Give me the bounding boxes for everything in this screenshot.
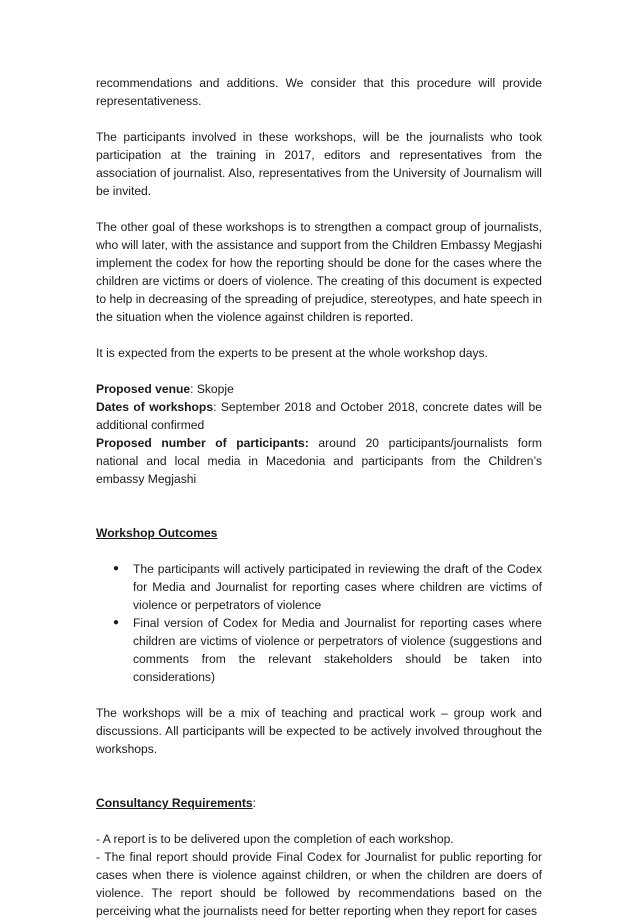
consultancy-requirements-heading: Consultancy Requirements: [96, 796, 253, 810]
workshop-dates: [96, 398, 542, 434]
requirement-item-final-report: - The final report should provide Final Codex for Journalist for public reporting for cases when there is violence against children, or when the children are doers of violence. The report should be followed by recommendations based on the perceiving what the journalists need for better reporting when they report for cases: [96, 850, 542, 918]
bullet-icon: ●: [113, 617, 120, 628]
heading-colon: :: [252, 796, 256, 810]
consultancy-requirements-title: [96, 794, 542, 812]
bullet-icon: ●: [113, 563, 120, 574]
venue-value: : Skopje: [190, 382, 234, 396]
participant-count: [96, 434, 542, 488]
dates-label: Dates of workshops: [96, 400, 214, 414]
outcome-item: [113, 560, 542, 614]
workshops-summary: The workshops will be a mix of teaching and practical work – group work and discussions. All participants will be expected to be actively involved throughout the workshops.: [96, 706, 542, 756]
outcome-item: [113, 614, 542, 686]
dates-value: : September 2018 and October 2018, concrete dates will be additional confirmed: [96, 400, 543, 432]
participants-value: around 20 participants/journalists form national and local media in Macedonia and participants from the Children’s embassy Megjashi: [96, 436, 542, 486]
workshop-outcomes-heading: Workshop Outcomes: [96, 526, 218, 540]
document-page: [96, 74, 542, 920]
venue-label: Proposed venue: [96, 382, 191, 396]
requirement-item-report: - A report is to be delivered upon the completion of each workshop.: [96, 832, 454, 846]
paragraph-recommendations: recommendations and additions. We consider that this procedure will provide representativeness.: [96, 76, 542, 108]
paragraph-goal: The other goal of these workshops is to strengthen a compact group of journalists, who will later, with the assistance and support from the Children Embassy Megjashi implement the codex for how the reporting should be done for the cases where the children are victims or doers of violence. The creating of this document is expected to help in decreasing of the spreading of prejudice, stereotypes, and hate speech in the situation when the violence against children is reported.: [96, 220, 542, 324]
paragraph-participants: The participants involved in these workshops, will be the journalists who took participation at the training in 2017, editors and representatives from the association of journalist. Also, representatives from the University of Journalism will be invited.: [96, 130, 542, 198]
outcomes-list: [96, 560, 542, 686]
participants-label: Proposed number of participants:: [96, 436, 309, 450]
outcome-text: The participants will actively participated in reviewing the draft of the Codex for Media and Journalist for reporting cases where children are victims of violence or perpetrators of violence: [133, 562, 542, 612]
proposed-venue: [96, 380, 542, 398]
paragraph-experts: It is expected from the experts to be present at the whole workshop days.: [96, 346, 488, 360]
outcome-text: Final version of Codex for Media and Journalist for reporting cases where children are victims of violence or perpetrators of violence (suggestions and comments from the relevant stakeholders should be taken into considerations): [133, 616, 542, 684]
